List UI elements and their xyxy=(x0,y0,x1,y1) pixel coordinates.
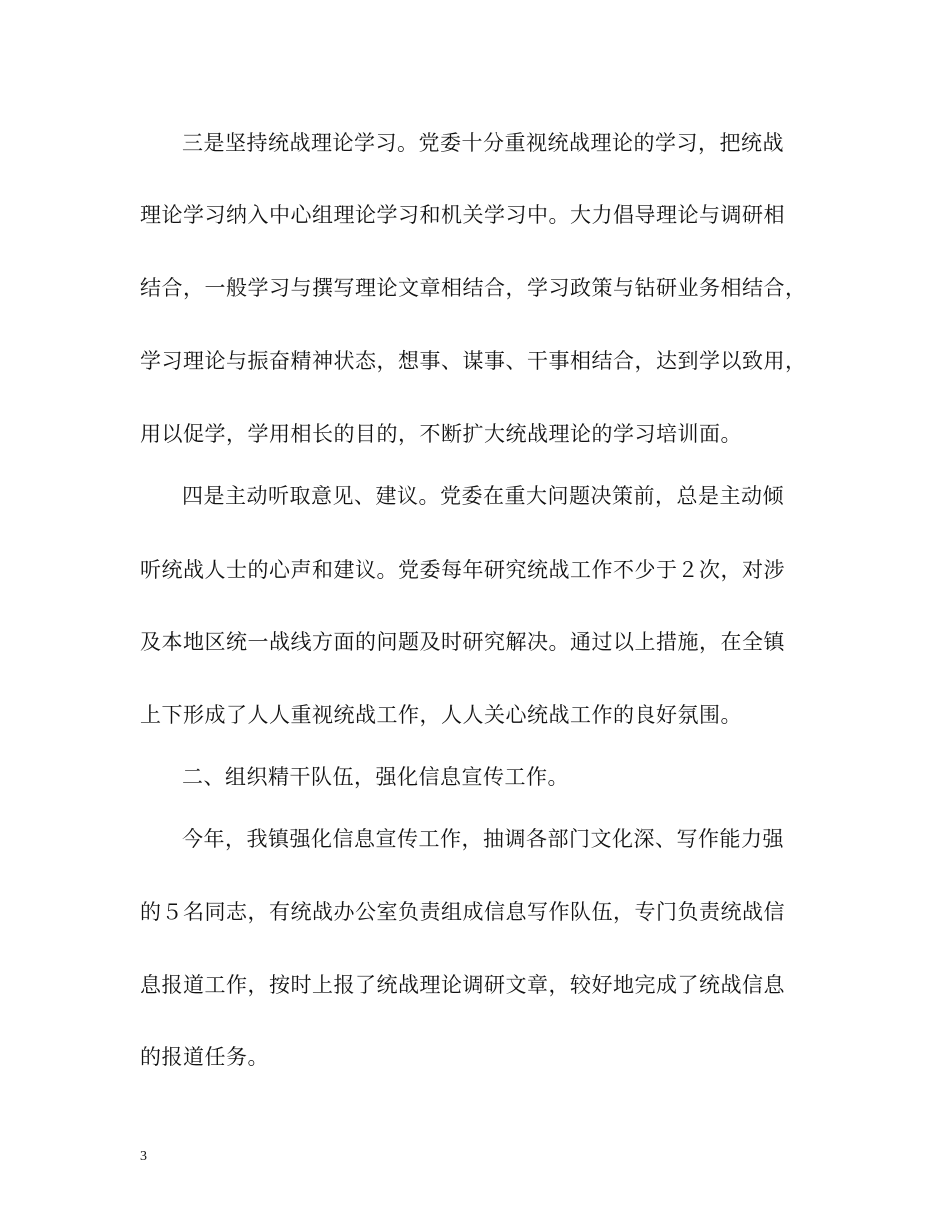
paragraph-line: 的报道任务。 xyxy=(140,1045,269,1069)
section-heading: 二、组织精干队伍，强化信息宣传工作。 xyxy=(182,765,569,789)
paragraph-line: 上下形成了人人重视统战工作，人人关心统战工作的良好氛围。 xyxy=(140,703,742,727)
paragraph-line: 结合，一般学习与撰写理论文章相结合，学习政策与钻研业务相结合， xyxy=(140,276,807,300)
paragraph-line: 及本地区统一战线方面的问题及时研究解决。通过以上措施，在全镇 xyxy=(140,630,785,654)
paragraph-line: 的５名同志，有统战办公室负责组成信息写作队伍，专门负责统战信 xyxy=(140,900,785,924)
paragraph-line: 四是主动听取意见、建议。党委在重大问题决策前，总是主动倾 xyxy=(182,484,784,508)
page-number: 3 xyxy=(140,1149,147,1164)
paragraph-line: 用以促学，学用相长的目的，不断扩大统战理论的学习培训面。 xyxy=(140,422,742,446)
paragraph-line: 今年，我镇强化信息宣传工作，抽调各部门文化深、写作能力强 xyxy=(182,827,784,851)
paragraph-line: 息报道工作，按时上报了统战理论调研文章，较好地完成了统战信息 xyxy=(140,973,785,997)
paragraph-line: 听统战人士的心声和建议。党委每年研究统战工作不少于２次，对涉 xyxy=(140,558,785,582)
paragraph-line: 学习理论与振奋精神状态，想事、谋事、干事相结合，达到学以致用， xyxy=(140,349,807,373)
paragraph-line: 三是坚持统战理论学习。党委十分重视统战理论的学习，把统战 xyxy=(182,131,784,155)
paragraph-line: 理论学习纳入中心组理论学习和机关学习中。大力倡导理论与调研相 xyxy=(140,203,785,227)
